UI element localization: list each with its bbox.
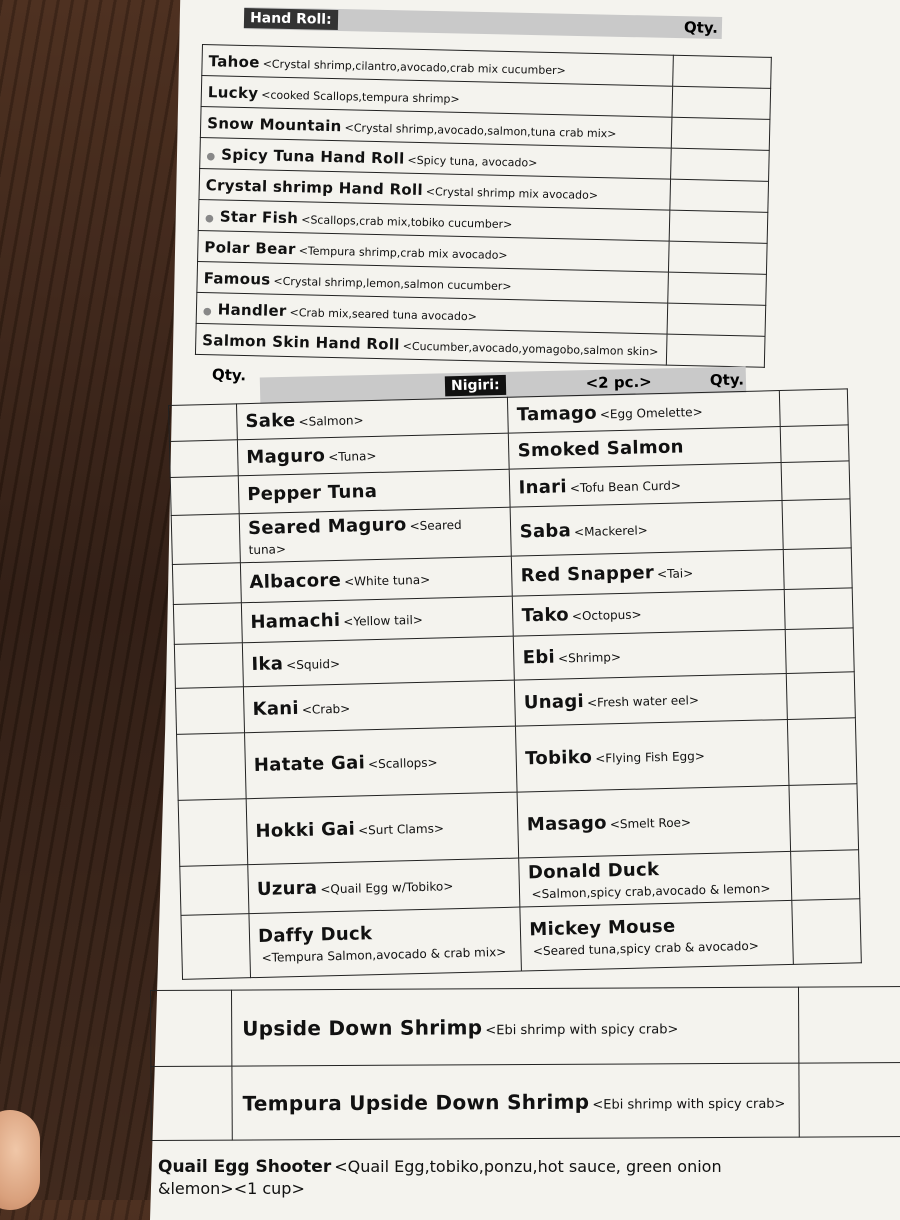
nigiri-qty-cell[interactable] [171, 514, 240, 565]
nigiri-qty-cell[interactable] [783, 548, 852, 590]
bullet-icon: ● [203, 306, 212, 317]
special-item-desc: <Ebi shrimp with spicy crab> [485, 1022, 678, 1038]
special-row [151, 1063, 900, 1141]
hand-roll-item-name: Polar Bear [204, 238, 296, 258]
nigiri-qty-cell[interactable] [784, 588, 853, 630]
nigiri-qty-left: Qty. [212, 366, 246, 385]
nigiri-item-name: Uzura [257, 877, 318, 899]
hand-roll-item-desc: <Crystal shrimp,lemon,salmon cucumber> [273, 274, 511, 292]
nigiri-qty-cell[interactable] [787, 718, 857, 786]
nigiri-qty-cell[interactable] [781, 461, 850, 501]
nigiri-item-right [513, 590, 785, 637]
nigiri-item-name: Masago [527, 812, 607, 835]
nigiri-item-name: Hamachi [250, 610, 340, 633]
nigiri-item-name: Hokki Gai [255, 819, 355, 842]
nigiri-item-desc: <Salmon,spicy crab,avocado & lemon> [531, 881, 770, 901]
nigiri-item-desc: <Yellow tail> [343, 613, 423, 629]
special-row [151, 987, 900, 1067]
hand-roll-qty-cell[interactable] [668, 241, 767, 274]
nigiri-item-left [239, 507, 512, 563]
special-item [232, 1063, 799, 1140]
hand-roll-item-name: Snow Mountain [207, 114, 342, 135]
nigiri-qty-cell[interactable] [170, 476, 239, 516]
hand-roll-item-desc: <Crystal shrimp mix avocado> [426, 185, 598, 202]
nigiri-qty-cell[interactable] [181, 914, 251, 980]
nigiri-item-desc: <Surt Clams> [358, 821, 444, 837]
special-qty-cell[interactable] [798, 987, 900, 1064]
nigiri-item-desc: <White tuna> [344, 573, 430, 589]
nigiri-item-desc: <Tempura Salmon,avocado & crab mix> [261, 944, 506, 964]
nigiri-item-left [242, 636, 514, 687]
nigiri-title: Nigiri: [445, 375, 506, 396]
nigiri-qty-cell[interactable] [792, 899, 862, 965]
nigiri-item-left [243, 680, 515, 733]
nigiri-qty-cell[interactable] [180, 865, 249, 916]
nigiri-qty-cell[interactable] [172, 563, 241, 605]
special-item [232, 987, 799, 1066]
hand-roll-item-desc: <Crystal shrimp,avocado,salmon,tuna crab mix> [344, 121, 616, 140]
nigiri-item-desc: <Flying Fish Egg> [595, 749, 705, 766]
hand-roll-qty-cell[interactable] [666, 334, 765, 367]
nigiri-item-left [249, 907, 522, 978]
special-item-name: Upside Down Shrimp [242, 1015, 482, 1040]
nigiri-qty-cell[interactable] [174, 643, 243, 689]
nigiri-item-desc: <Smelt Roe> [610, 815, 692, 831]
nigiri-qty-cell[interactable] [177, 733, 247, 801]
nigiri-qty-cell[interactable] [178, 799, 248, 867]
nigiri-item-desc: <Scallops> [368, 756, 438, 772]
nigiri-item-name: Seared Maguro [248, 514, 407, 539]
hand-roll-item-name: Lucky [208, 83, 259, 102]
nigiri-item-name: Maguro [246, 445, 325, 468]
hand-roll-qty-cell[interactable] [672, 86, 771, 119]
hand-roll-qty-cell[interactable] [673, 55, 772, 88]
special-qty-cell[interactable] [151, 1066, 232, 1140]
hand-roll-item-desc: <Crystal shrimp,cilantro,avocado,crab mix cucumber> [263, 57, 566, 77]
nigiri-item-right [519, 851, 792, 907]
nigiri-item-name: Hatate Gai [254, 752, 366, 776]
nigiri-item-right [515, 673, 787, 726]
hand-roll-item-name: Tahoe [208, 52, 259, 71]
nigiri-item-name: Saba [519, 520, 571, 542]
nigiri-table [168, 388, 862, 979]
hand-roll-qty-cell[interactable] [669, 210, 768, 243]
nigiri-qty-cell[interactable] [173, 603, 242, 645]
hand-roll-item-name: Spicy Tuna Hand Roll [221, 145, 405, 167]
hand-roll-table [195, 44, 772, 368]
bullet-icon: ● [205, 213, 214, 224]
nigiri-item-desc: <Seared tuna,spicy crab & avocado> [533, 938, 759, 958]
nigiri-item-desc: <Squid> [286, 657, 340, 672]
nigiri-item-left [246, 792, 519, 865]
bullet-icon: ● [206, 151, 215, 162]
nigiri-item-left [248, 858, 521, 914]
hand-roll-item-desc: <Cucumber,avocado,yomagobo,salmon skin> [403, 339, 659, 358]
shooter-desc: <Quail Egg,tobiko,ponzu,hot sauce, green onion &lemon><1 cup> [158, 1157, 722, 1198]
nigiri-item-desc: <Shrimp> [558, 650, 621, 666]
hand-roll-item-name: Crystal shrimp Hand Roll [206, 176, 424, 199]
nigiri-item-name: Ebi [523, 647, 556, 669]
nigiri-qty-cell[interactable] [169, 440, 238, 478]
hand-roll-item-name: Handler [218, 300, 287, 320]
nigiri-item-name: Tamago [517, 403, 598, 426]
nigiri-item-desc: <Tofu Bean Curd> [570, 478, 681, 495]
nigiri-item-desc: <Tai> [657, 566, 693, 581]
nigiri-item-desc: <Egg Omelette> [600, 405, 703, 422]
nigiri-qty-cell[interactable] [779, 389, 848, 427]
nigiri-item-name: Tako [521, 604, 569, 626]
nigiri-item-name: Donald Duck [528, 859, 660, 883]
nigiri-item-left [245, 726, 518, 799]
nigiri-item-desc: <Fresh water eel> [587, 693, 699, 710]
nigiri-pieces: <2 pc.> [585, 373, 652, 392]
nigiri-item-desc: <Seared tuna> [248, 518, 461, 557]
hand-roll-qty-cell[interactable] [667, 303, 766, 336]
hand-roll-item-desc: <Spicy tuna, avocado> [407, 153, 537, 169]
hand-roll-item-desc: <Crab mix,seared tuna avocado> [289, 306, 477, 323]
nigiri-item-desc: <Quail Egg w/Tobiko> [320, 879, 453, 896]
nigiri-item-desc: <Octopus> [572, 607, 642, 623]
hand-roll-qty-cell[interactable] [671, 117, 770, 150]
nigiri-qty-cell[interactable] [785, 628, 854, 674]
hand-roll-item-name: Salmon Skin Hand Roll [202, 331, 400, 353]
special-qty-cell[interactable] [799, 1063, 900, 1138]
nigiri-qty-cell[interactable] [782, 499, 851, 550]
nigiri-item-name: Tobiko [525, 747, 592, 770]
nigiri-item-right [512, 550, 784, 597]
nigiri-qty-cell[interactable] [169, 404, 238, 442]
hand-roll-header [244, 7, 722, 39]
nigiri-item-desc: <Salmon> [298, 413, 363, 429]
hand-roll-item-name: Star Fish [220, 207, 299, 227]
nigiri-qty-cell[interactable] [789, 784, 859, 852]
nigiri-item-name: Ika [251, 653, 283, 675]
specials-table [150, 986, 900, 1141]
nigiri-item-left [241, 596, 513, 643]
nigiri-item-right [511, 501, 784, 557]
hand-roll-item-name: Famous [203, 269, 270, 289]
nigiri-item-name: Unagi [524, 691, 585, 713]
nigiri-item-right [520, 900, 793, 971]
nigiri-item-name: Pepper Tuna [247, 481, 377, 505]
special-item-desc: <Ebi shrimp with spicy crab> [592, 1096, 785, 1112]
special-item-name: Tempura Upside Down Shrimp [243, 1089, 590, 1115]
nigiri-item-name: Inari [518, 476, 567, 498]
nigiri-item-name: Sake [245, 410, 296, 432]
nigiri-item-right [514, 629, 786, 680]
hand-roll-qty-cell[interactable] [671, 148, 770, 181]
hand-roll-qty-label: Qty. [684, 18, 718, 37]
nigiri-item-left [238, 469, 510, 514]
hand-roll-qty-cell[interactable] [670, 179, 769, 212]
hand-roll-item-desc: <Scallops,crab mix,tobiko cucumber> [301, 213, 512, 231]
nigiri-item-right [518, 785, 791, 858]
shooter-name: Quail Egg Shooter [158, 1157, 331, 1177]
nigiri-item-name: Red Snapper [521, 562, 655, 586]
hand-roll-item-desc: <Tempura shrimp,crab mix avocado> [299, 244, 508, 262]
nigiri-qty-cell[interactable] [175, 687, 244, 735]
nigiri-qty-cell[interactable] [780, 425, 849, 463]
nigiri-item-desc: <Crab> [302, 702, 351, 717]
nigiri-item-desc: <Tuna> [328, 449, 377, 464]
special-qty-cell[interactable] [151, 990, 232, 1066]
nigiri-item-name: Smoked Salmon [517, 436, 684, 461]
quail-egg-shooter [158, 1156, 758, 1200]
nigiri-item-name: Mickey Mouse [529, 915, 676, 940]
nigiri-qty-cell[interactable] [790, 850, 859, 901]
nigiri-item-right [510, 463, 782, 508]
nigiri-item-name: Kani [252, 698, 299, 720]
nigiri-qty-right: Qty. [710, 371, 744, 390]
hand-roll-qty-cell[interactable] [668, 272, 767, 305]
nigiri-item-desc: <Mackerel> [574, 523, 648, 539]
nigiri-qty-cell[interactable] [786, 672, 855, 720]
nigiri-item-name: Daffy Duck [258, 923, 373, 947]
hand-roll-item-desc: <cooked Scallops,tempura shrimp> [261, 88, 460, 105]
hand-roll-title: Hand Roll: [244, 8, 338, 30]
nigiri-item-left [240, 556, 512, 603]
nigiri-item-right [516, 719, 789, 792]
nigiri-item-name: Albacore [249, 570, 341, 593]
